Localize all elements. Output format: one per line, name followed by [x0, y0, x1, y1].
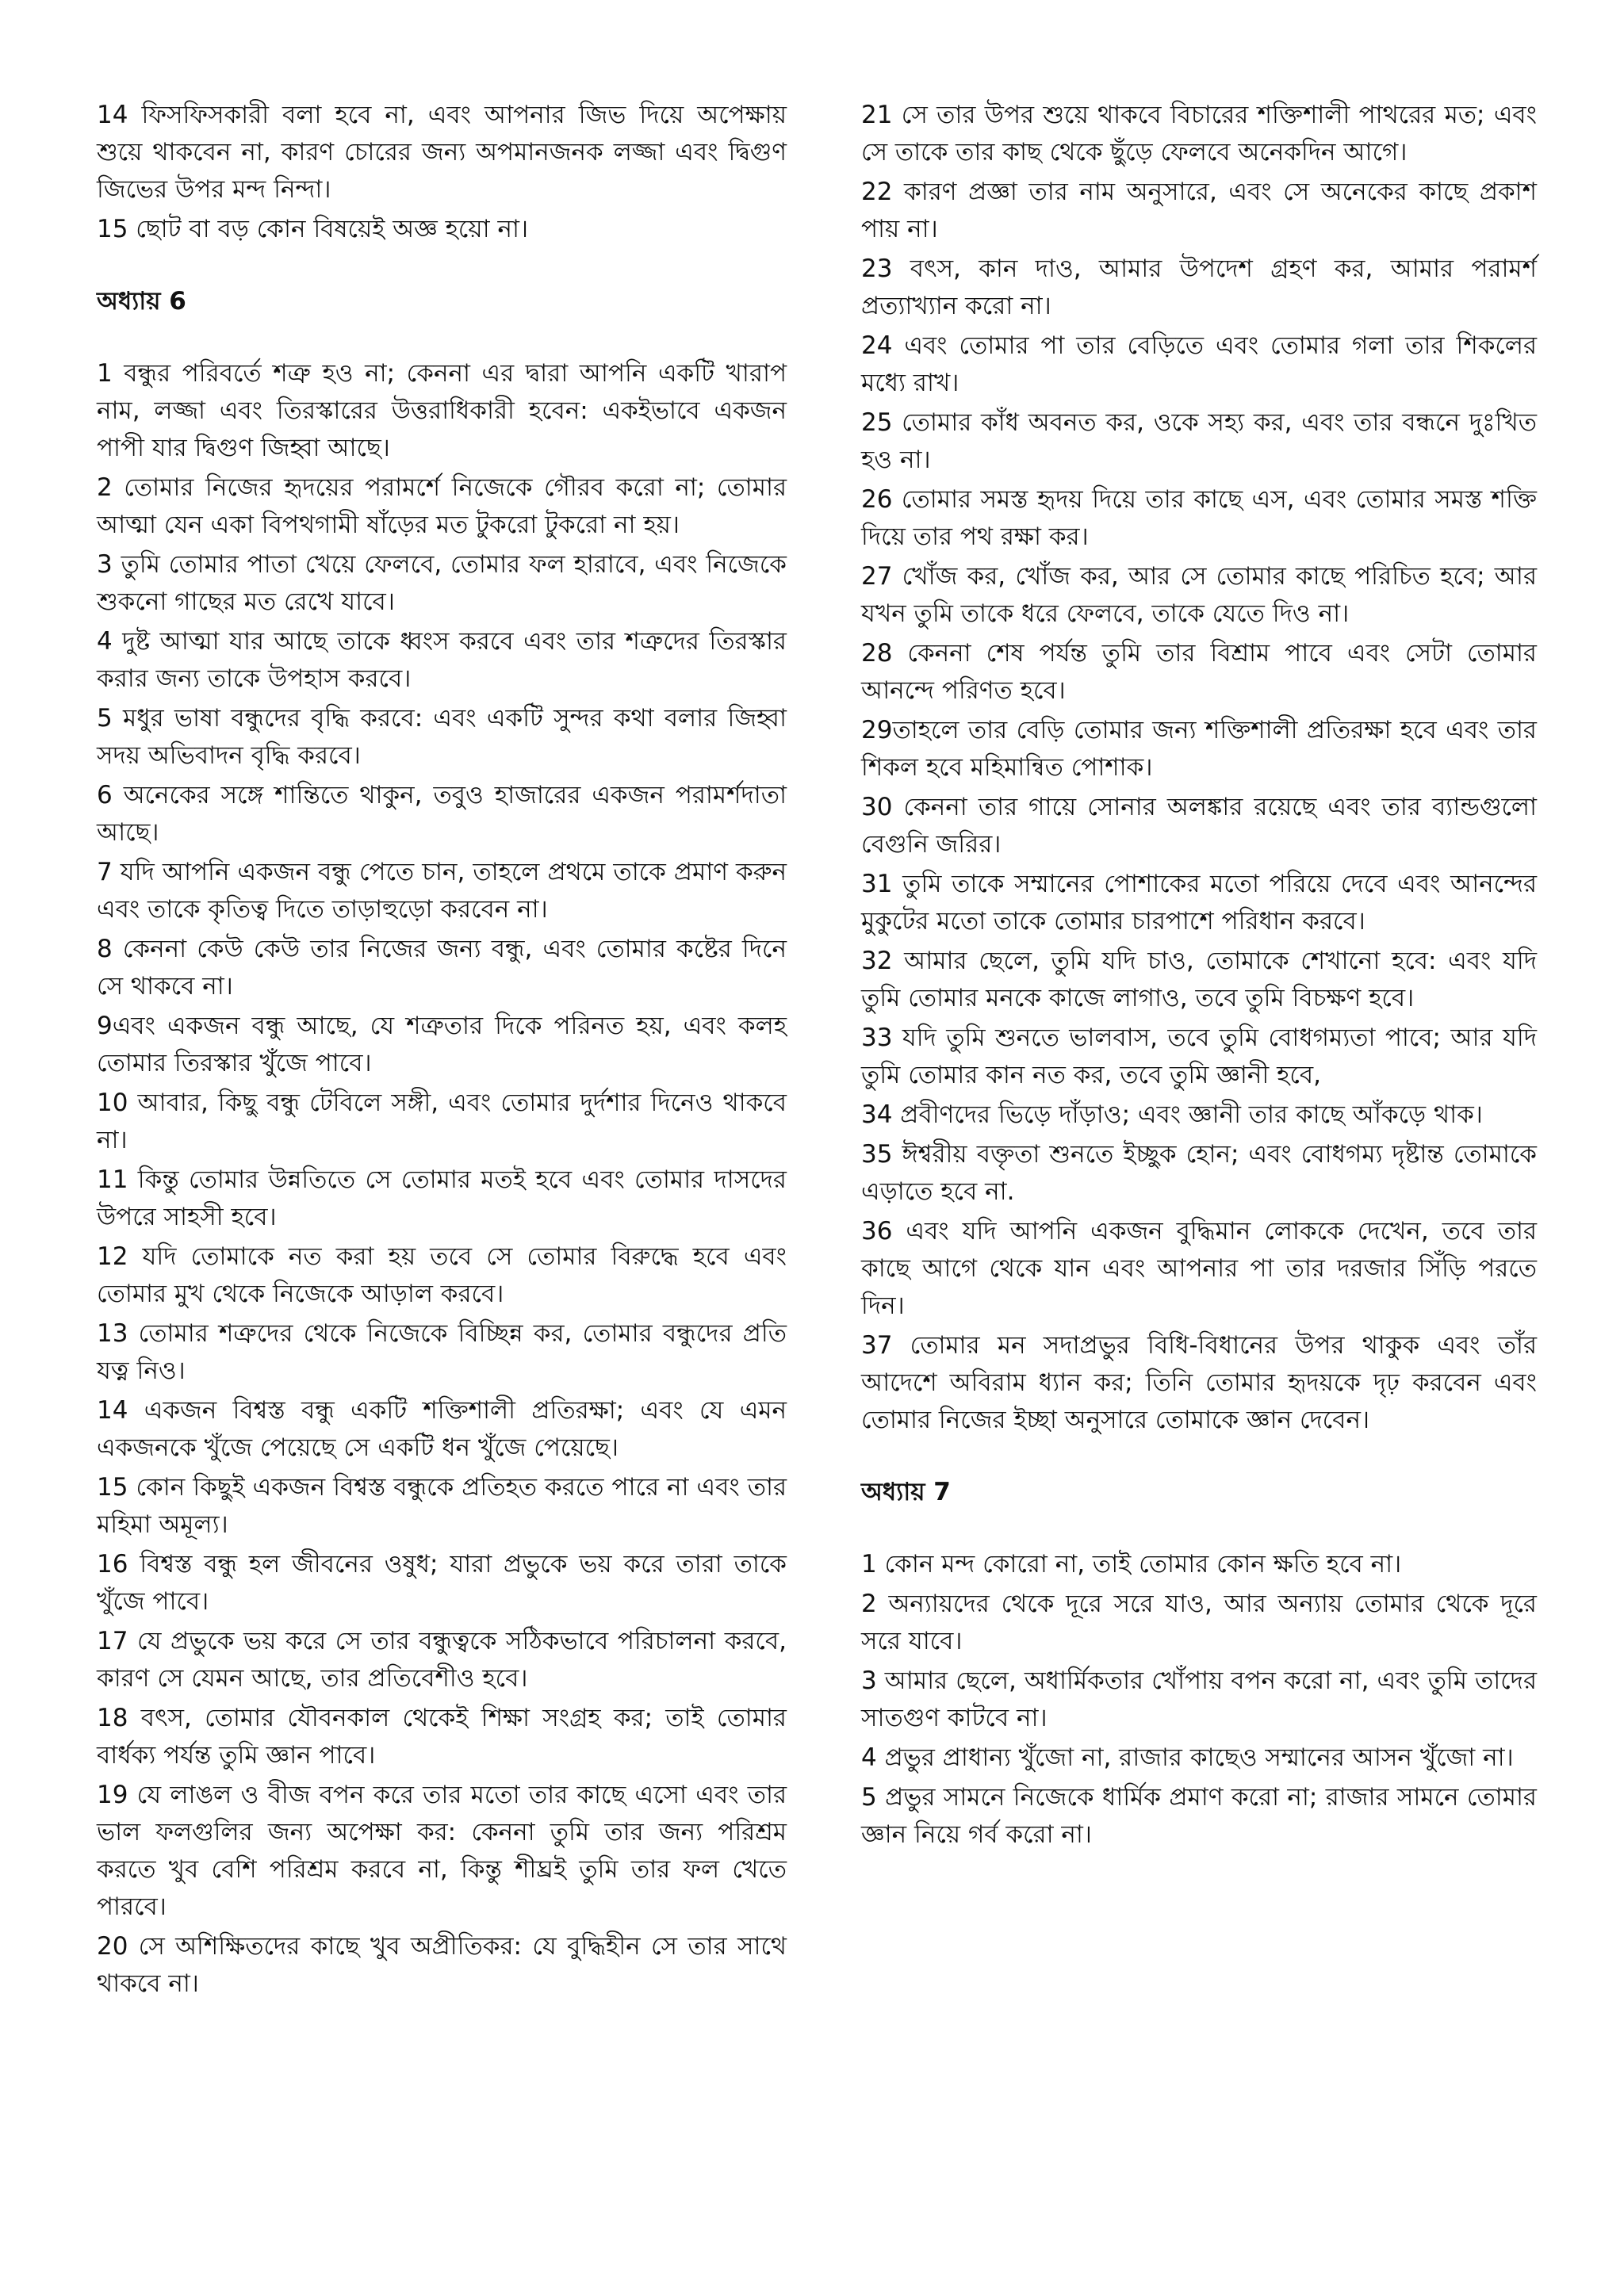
right-column [861, 97, 1537, 1856]
verse-paragraph: 8 কেননা কেউ কেউ তার নিজের জন্য বন্ধু, এবং তোমার কষ্টের দিনে সে থাকবে না। [97, 935, 787, 1001]
verse-paragraph: 30 কেননা তার গায়ে সোনার অলঙ্কার রয়েছে এবং তার ব্যান্ডগুলো বেগুনি জরির। [861, 793, 1537, 859]
verse-paragraph: 35 ঈশ্বরীয় বক্তৃতা শুনতে ইচ্ছুক হোন; এবং বোধগম্য দৃষ্টান্ত তোমাকে এড়াতে হবে না. [861, 1140, 1537, 1206]
chapter-heading: অধ্যায় 6 [97, 287, 186, 316]
verse-paragraph: 9এবং একজন বন্ধু আছে, যে শত্রুতার দিকে পরিনত হয়, এবং কলহ তোমার তিরস্কার খুঁজে পাবে। [97, 1012, 787, 1077]
verse-paragraph: 24 এবং তোমার পা তার বেড়িতে এবং তোমার গলা তার শিকলের মধ্যে রাখ। [861, 331, 1537, 397]
verse-paragraph: 15 ছোট বা বড় কোন বিষয়েই অজ্ঞ হয়ো না। [97, 215, 529, 243]
verse-paragraph: 25 তোমার কাঁধ অবনত কর, ওকে সহ্য কর, এবং তার বন্ধনে দুঃখিত হও না। [861, 408, 1537, 474]
verse-paragraph: 2 তোমার নিজের হৃদয়ের পরামর্শে নিজেকে গৌরব করো না; তোমার আত্মা যেন একা বিপথগামী ষাঁড়ের মত টুকরো টুকরো না হয়। [97, 473, 787, 539]
verse-paragraph: 4 প্রভুর প্রাধান্য খুঁজো না, রাজার কাছেও সম্মানের আসন খুঁজো না। [861, 1743, 1514, 1772]
left-column [97, 97, 787, 2005]
verse-paragraph: 4 দুষ্ট আত্মা যার আছে তাকে ধ্বংস করবে এবং তার শত্রুদের তিরস্কার করার জন্য তাকে উপহাস করবে। [97, 627, 787, 693]
verse-paragraph: 7 যদি আপনি একজন বন্ধু পেতে চান, তাহলে প্রথমে তাকে প্রমাণ করুন এবং তাকে কৃতিত্ব দিতে তাড়াহুড়ো করবেন না। [97, 858, 787, 924]
verse-paragraph: 15 কোন কিছুই একজন বিশ্বস্ত বন্ধুকে প্রতিহত করতে পারে না এবং তার মহিমা অমূল্য। [97, 1473, 787, 1539]
verse-paragraph: 1 বন্ধুর পরিবর্তে শত্রু হও না; কেননা এর দ্বারা আপনি একটি খারাপ নাম, লজ্জা এবং তিরস্কারের উত্তরাধিকারী হবেন: একইভাবে একজন পাপী যার দ্বিগুণ জিহ্বা আছে। [97, 359, 787, 462]
verse-paragraph: 27 খোঁজ কর, খোঁজ কর, আর সে তোমার কাছে পরিচিত হবে; আর যখন তুমি তাকে ধরে ফেলবে, তাকে যেতে দিও না। [861, 562, 1537, 628]
chapter-6-verses [97, 355, 787, 2003]
verse-paragraph: 21 সে তার উপর শুয়ে থাকবে বিচারের শক্তিশালী পাথরের মত; এবং সে তাকে তার কাছ থেকে ছুঁড়ে ফেলবে অনেকদিন আগে। [861, 101, 1537, 166]
chapter-heading: অধ্যায় 7 [861, 1478, 951, 1506]
verse-paragraph: 14 একজন বিশ্বস্ত বন্ধু একটি শক্তিশালী প্রতিরক্ষা; এবং যে এমন একজনকে খুঁজে পেয়েছে সে একটি ধন খুঁজে পেয়েছে। [97, 1396, 787, 1462]
verse-paragraph: 32 আমার ছেলে, তুমি যদি চাও, তোমাকে শেখানো হবে: এবং যদি তুমি তোমার মনকে কাজে লাগাও, তবে তুমি বিচক্ষণ হবে। [861, 947, 1537, 1012]
verse-paragraph: 3 তুমি তোমার পাতা খেয়ে ফেলবে, তোমার ফল হারাবে, এবং নিজেকে শুকনো গাছের মত রেখে যাবে। [97, 550, 787, 616]
left-top-verses [97, 97, 787, 248]
verse-paragraph: 18 বৎস, তোমার যৌবনকাল থেকেই শিক্ষা সংগ্রহ কর; তাই তোমার বার্ধক্য পর্যন্ত তুমি জ্ঞান পাবে। [97, 1704, 787, 1770]
verse-paragraph: 17 যে প্রভুকে ভয় করে সে তার বন্ধুত্বকে সঠিকভাবে পরিচালনা করবে, কারণ সে যেমন আছে, তার প্রতিবেশীও হবে। [97, 1627, 787, 1693]
verse-paragraph: 37 তোমার মন সদাপ্রভুর বিধি-বিধানের উপর থাকুক এবং তাঁর আদেশে অবিরাম ধ্যান কর; তিনি তোমার হৃদয়কে দৃঢ় করবেন এবং তোমার নিজের ইচ্ছা অনুসারে তোমাকে জ্ঞান দেবেন। [861, 1331, 1537, 1434]
verse-paragraph: 20 সে অশিক্ষিতদের কাছে খুব অপ্রীতিকর: যে বুদ্ধিহীন সে তার সাথে থাকবে না। [97, 1932, 787, 1998]
verse-paragraph: 3 আমার ছেলে, অধার্মিকতার খোঁপায় বপন করো না, এবং তুমি তাদের সাতগুণ কাটবে না। [861, 1667, 1537, 1732]
verse-paragraph: 13 তোমার শত্রুদের থেকে নিজেকে বিচ্ছিন্ন কর, তোমার বন্ধুদের প্রতি যত্ন নিও। [97, 1319, 787, 1385]
verse-paragraph: 16 বিশ্বস্ত বন্ধু হল জীবনের ওষুধ; যারা প্রভুকে ভয় করে তারা তাকে খুঁজে পাবে। [97, 1550, 787, 1616]
verse-paragraph: 23 বৎস, কান দাও, আমার উপদেশ গ্রহণ কর, আমার পরামর্শ প্রত্যাখ্যান করো না। [861, 254, 1537, 320]
verse-paragraph: 11 কিন্তু তোমার উন্নতিতে সে তোমার মতই হবে এবং তোমার দাসদের উপরে সাহসী হবে। [97, 1165, 787, 1231]
verse-paragraph: 31 তুমি তাকে সম্মানের পোশাকের মতো পরিয়ে দেবে এবং আনন্দের মুকুটের মতো তাকে তোমার চারপাশে পরিধান করবে। [861, 870, 1537, 936]
verse-paragraph: 29তাহলে তার বেড়ি তোমার জন্য শক্তিশালী প্রতিরক্ষা হবে এবং তার শিকল হবে মহিমান্বিত পোশাক। [861, 716, 1537, 782]
verse-paragraph: 1 কোন মন্দ কোরো না, তাই তোমার কোন ক্ষতি হবে না। [861, 1550, 1402, 1578]
verse-paragraph: 28 কেননা শেষ পর্যন্ত তুমি তার বিশ্রাম পাবে এবং সেটা তোমার আনন্দে পরিণত হবে। [861, 639, 1537, 705]
verse-paragraph: 10 আবার, কিছু বন্ধু টেবিলে সঙ্গী, এবং তোমার দুর্দশার দিনেও থাকবে না। [97, 1089, 787, 1154]
verse-paragraph: 5 প্রভুর সামনে নিজেকে ধার্মিক প্রমাণ করো না; রাজার সামনে তোমার জ্ঞান নিয়ে গর্ব করো না। [861, 1783, 1537, 1849]
verse-paragraph: 19 যে লাঙল ও বীজ বপন করে তার মতো তার কাছে এসো এবং তার ভাল ফলগুলির জন্য অপেক্ষা কর: কেননা তুমি তার জন্য পরিশ্রম করতে খুব বেশি পরিশ্রম করবে না, কিন্তু শীঘ্রই তুমি তার ফল খেতে পারবে। [97, 1781, 787, 1921]
chapter-7-verses [861, 1546, 1537, 1854]
chapter-6-verses-continued [861, 97, 1537, 1439]
verse-paragraph: 34 প্রবীণদের ভিড়ে দাঁড়াও; এবং জ্ঞানী তার কাছে আঁকড়ে থাক। [861, 1100, 1483, 1129]
verse-paragraph: 33 যদি তুমি শুনতে ভালবাস, তবে তুমি বোধগম্যতা পাবে; আর যদি তুমি তোমার কান নত কর, তবে তুমি জ্ঞানী হবে, [861, 1024, 1537, 1089]
verse-paragraph: 6 অনেকের সঙ্গে শান্তিতে থাকুন, তবুও হাজারের একজন পরামর্শদাতা আছে। [97, 781, 787, 847]
verse-paragraph: 26 তোমার সমস্ত হৃদয় দিয়ে তার কাছে এস, এবং তোমার সমস্ত শক্তি দিয়ে তার পথ রক্ষা কর। [861, 485, 1537, 551]
verse-paragraph: 2 অন্যায়দের থেকে দূরে সরে যাও, আর অন্যায় তোমার থেকে দূরে সরে যাবে। [861, 1590, 1537, 1655]
verse-paragraph: 14 ফিসফিসকারী বলা হবে না, এবং আপনার জিভ দিয়ে অপেক্ষায় শুয়ে থাকবেন না, কারণ চোরের জন্য অপমানজনক লজ্জা এবং দ্বিগুণ জিভের উপর মন্দ নিন্দা। [97, 101, 787, 204]
verse-paragraph: 12 যদি তোমাকে নত করা হয় তবে সে তোমার বিরুদ্ধে হবে এবং তোমার মুখ থেকে নিজেকে আড়াল করবে। [97, 1242, 787, 1308]
verse-paragraph: 36 এবং যদি আপনি একজন বুদ্ধিমান লোককে দেখেন, তবে তার কাছে আগে থেকে যান এবং আপনার পা তার দরজার সিঁড়ি পরতে দিন। [861, 1217, 1537, 1320]
verse-paragraph: 5 মধুর ভাষা বন্ধুদের বৃদ্ধি করবে: এবং একটি সুন্দর কথা বলার জিহ্বা সদয় অভিবাদন বৃদ্ধি করবে। [97, 704, 787, 770]
verse-paragraph: 22 কারণ প্রজ্ঞা তার নাম অনুসারে, এবং সে অনেকের কাছে প্রকাশ পায় না। [861, 178, 1537, 243]
